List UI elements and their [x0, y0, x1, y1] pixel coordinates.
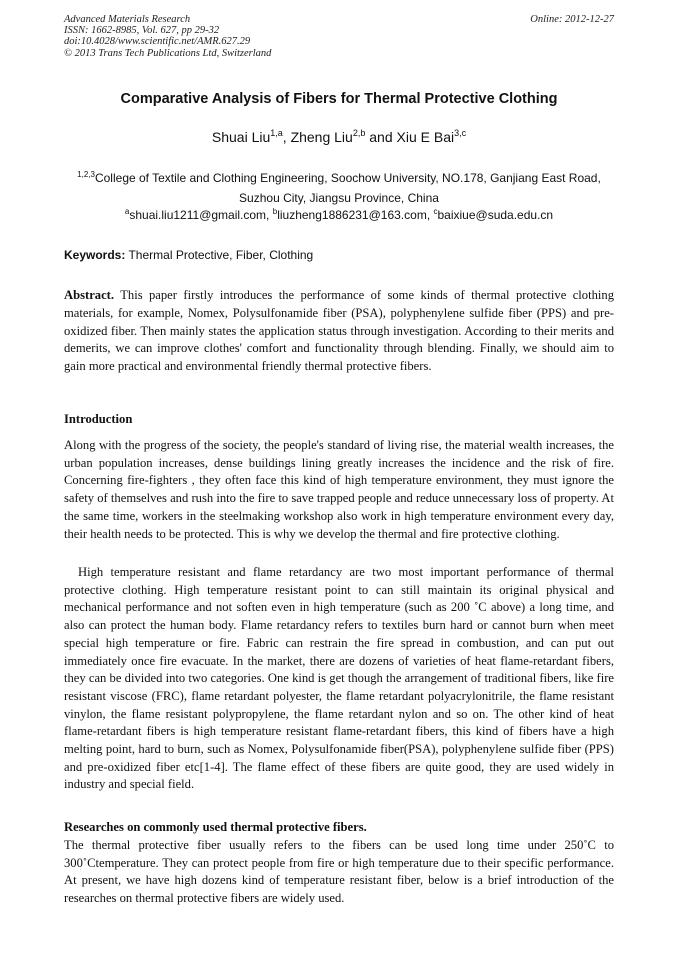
- author-list: [40, 128, 638, 145]
- author-name: Zheng Liu: [290, 129, 353, 145]
- email-link[interactable]: baixiue@suda.edu.cn: [437, 208, 554, 222]
- author-name: Shuai Liu: [211, 129, 271, 145]
- abstract-text: This paper firstly introduces the performance of some kinds of thermal protective clothing materials, for example, Nomex, Polysulfonamide fiber (PSA), polyphenylene sulfide fiber (PPS) and pre-oxidized fiber. Then mainly states the application status through investigation. According to their merits and demerits, we can improve clothes' comfort and functionality through blending. Finally, we should aim to gain more practical and environmental friendly thermal protective fibers.: [64, 288, 614, 374]
- journal-name: Advanced Materials Research: [64, 14, 191, 25]
- journal-copyright: © 2013 Trans Tech Publications Ltd, Switzerland: [64, 47, 272, 59]
- online-date: Online: 2012-12-27: [530, 14, 614, 25]
- section-heading-introduction: Introduction: [64, 412, 133, 426]
- email-mark: a: [124, 207, 130, 216]
- author-affiliation-mark: 3,c: [454, 128, 467, 138]
- keywords-label: Keywords:: [64, 248, 126, 262]
- journal-doi: doi:10.4028/www.scientific.net/AMR.627.29: [64, 36, 251, 48]
- author-emails: [64, 207, 614, 222]
- journal-issn: ISSN: 1662-8985, Vol. 627, pp 29-32: [64, 25, 220, 37]
- author-separator: and: [365, 129, 397, 145]
- affiliation-mark: 1,2,3: [77, 170, 95, 179]
- abstract: [64, 287, 614, 376]
- email-mark: b: [272, 207, 278, 216]
- email-link[interactable]: liuzheng1886231@163.com,: [277, 208, 434, 222]
- keywords: [64, 248, 614, 262]
- keywords-text: Thermal Protective, Fiber, Clothing: [125, 248, 314, 262]
- affiliation-text: College of Textile and Clothing Engineering, Soochow University, NO.178, Ganjiang East Road,: [94, 171, 601, 185]
- email-mark: c: [433, 207, 438, 216]
- affiliation-line-1: [64, 165, 614, 188]
- author-affiliation-mark: 2,b: [352, 128, 366, 138]
- affiliation: [64, 165, 614, 208]
- author-name: Xiu E Bai: [396, 129, 455, 145]
- paragraph: Along with the progress of the society, the people's standard of living rise, the material wealth increases, the urban population increases, dense buildings lining greatly increases the incidence and the risk of fire. Concerning fire-fighters , they often face this kind of high temperature environment, they must ignore the safety of themselves and rush into the fire to save trapped people and reduce unnecessary loss of property. At the same time, workers in the steelmaking workshop also work in high temperature environment every day, their health needs to be protected. This is why we develop the thermal and fire protective clothing.: [64, 438, 614, 541]
- paper-title: Comparative Analysis of Fibers for Thermal Protective Clothing: [120, 91, 558, 107]
- section-heading-research: Researches on commonly used thermal protective fibers.: [64, 820, 367, 834]
- paragraph: High temperature resistant and flame retardancy are two most important performance of thermal protective clothing. High temperature resistant point to can still maintain its original physical and mechanical performance and not soften even in high temperature (such as 200 ˚C above) a long time, and also can protect the human body. Flame retardancy refers to textiles burn hard or cannot burn when meet special high temperature or fire. Fabric can restrain the fire spread in combustion, and can put out immediately once fire evacuate. In the market, there are dozens of varieties of heat flame-retardant fibers, they can be divided into two categories. One kind is get though the arrangement of traditional fibers, like fire resistant viscose (FRC), flame retardant polyester, the flame retardant polyacrylonitrile, the flame resistant vinylon, the flame resistant polypropylene, the flame retardant nylon and so on. The other kind of heat flame-retardant fibers is high temperature resistant flame-retardant fibers, this kind of fibers have a high melting point, hard to burn, such as Nomex, Polysulfonamide fiber(PSA), polyphenylene sulfide fiber (PPS) and pre-oxidized fiber etc[1-4]. The flame effect of these fibers are quite good, they are used widely in industry and special field.: [64, 565, 614, 792]
- email-link[interactable]: shuai.liu1211@gmail.com,: [129, 208, 273, 222]
- paragraph: The thermal protective fiber usually refers to the fibers can be used long time under 250˚C to 300˚Ctemperature. They can protect people from fire or high temperature due to their specific performance. At present, we have high dozens kind of temperature resistant fiber, below is a brief introduction of the researches on thermal protective fibers are widely used.: [64, 838, 614, 906]
- journal-header: [64, 14, 394, 59]
- author-affiliation-mark: 1,a: [270, 128, 283, 138]
- affiliation-line-2: Suzhou City, Jiangsu Province, China: [239, 191, 439, 205]
- author-separator: ,: [282, 129, 291, 145]
- abstract-label: Abstract.: [64, 288, 115, 302]
